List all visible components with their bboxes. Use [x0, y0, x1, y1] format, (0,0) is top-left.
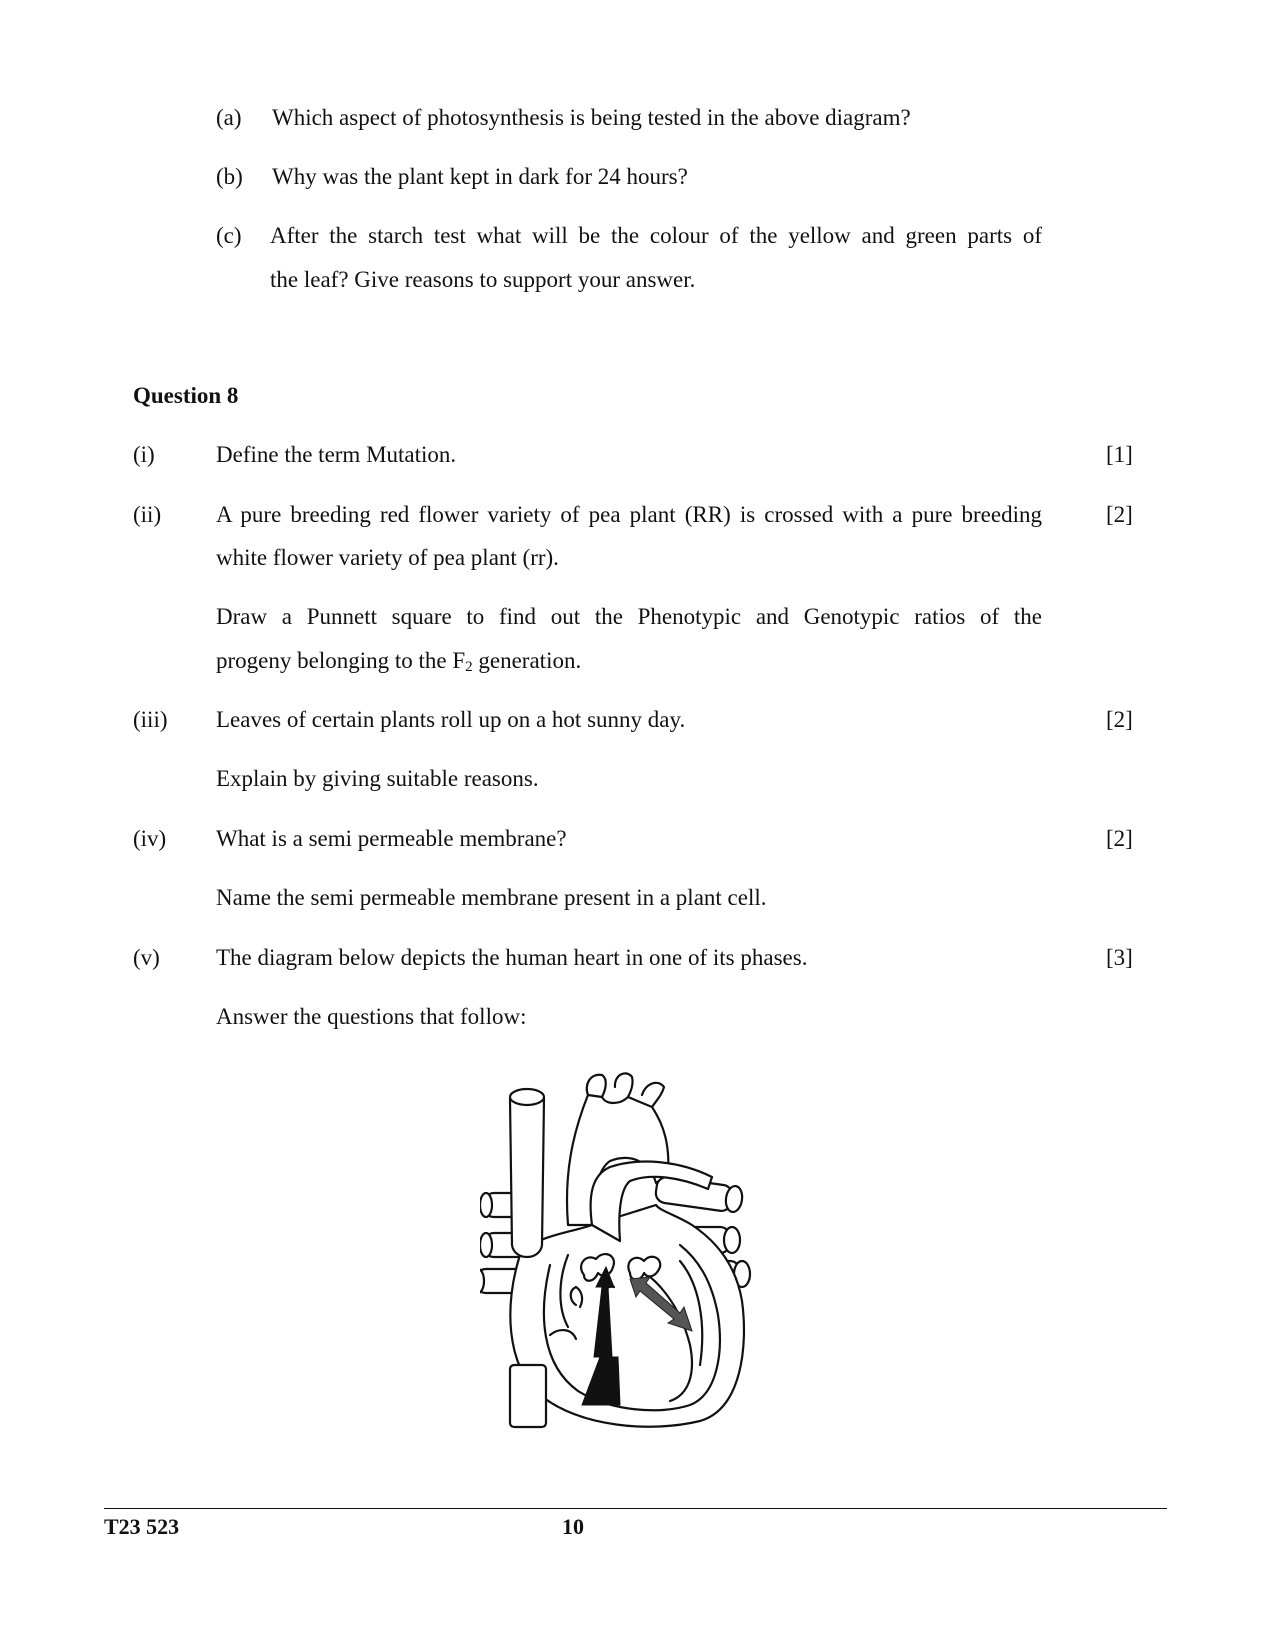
pulmonary-vein-3-end: [480, 1269, 484, 1293]
paper-code: T23 523: [104, 1514, 180, 1539]
part-b-text: Why was the plant kept in dark for 24 hours?: [272, 164, 688, 189]
part-c-label: (c): [216, 223, 242, 248]
pulmonary-artery-mid-end: [724, 1227, 740, 1253]
q8-iii-line1: Leaves of certain plants roll up on a hot sunny day.: [216, 707, 686, 732]
pulmonary-vein-1-end: [480, 1193, 492, 1217]
part-b-label: (b): [216, 164, 243, 189]
part-c-text-line2: the leaf? Give reasons to support your answer.: [270, 267, 696, 292]
q8-v-line1: The diagram below depicts the human heart in one of its phases.: [216, 945, 808, 970]
page-number: 10: [562, 1514, 584, 1539]
q8-ii-line1: A pure breeding red flower variety of pea plant (RR) is crossed with a pure breeding: [216, 502, 1042, 527]
question-title: Question 8: [133, 383, 239, 408]
q8-iv-marks: [2]: [1106, 826, 1133, 851]
q8-ii-label: (ii): [133, 502, 162, 527]
q8-v-marks: [3]: [1106, 945, 1133, 970]
vena-cava-top: [510, 1089, 544, 1105]
q8-v-line2: Answer the questions that follow:: [216, 1004, 527, 1029]
q8-ii-line3: Draw a Punnett square to find out the Phenotypic and Genotypic ratios of the: [216, 604, 1042, 629]
q8-ii-line4: progeny belonging to the $F_2$ generation.: [216, 648, 582, 675]
pulmonary-vein-2-end: [480, 1233, 492, 1257]
q8-ii-line2: white flower variety of pea plant (rr).: [216, 545, 559, 570]
q8-iii-marks: [2]: [1106, 707, 1133, 732]
q8-i-label: (i): [133, 442, 155, 467]
q8-i-text: Define the term Mutation.: [216, 442, 457, 467]
q8-iii-label: (iii): [133, 707, 168, 732]
q8-iii-line2: Explain by giving suitable reasons.: [216, 766, 539, 791]
q8-i-marks: [1]: [1106, 442, 1133, 467]
inferior-vena-cava: [510, 1365, 546, 1427]
part-a-text: Which aspect of photosynthesis is being tested in the above diagram?: [272, 105, 911, 130]
q8-iv-line1: What is a semi permeable membrane?: [216, 826, 567, 851]
footer-rule: [104, 1508, 1167, 1509]
q8-v-label: (v): [133, 945, 160, 970]
part-c-text-line1: After the starch test what will be the colour of the yellow and green parts of: [270, 223, 1042, 248]
part-a-label: (a): [216, 105, 242, 130]
vena-cava: [510, 1093, 544, 1257]
q8-iv-line2: Name the semi permeable membrane present in a plant cell.: [216, 885, 767, 910]
aorta-branch-1: [587, 1075, 606, 1097]
q8-iv-label: (iv): [133, 826, 167, 851]
heart-diagram: [480, 1065, 800, 1435]
aorta-branch-2: [615, 1073, 633, 1097]
q8-ii-marks: [2]: [1106, 502, 1133, 527]
